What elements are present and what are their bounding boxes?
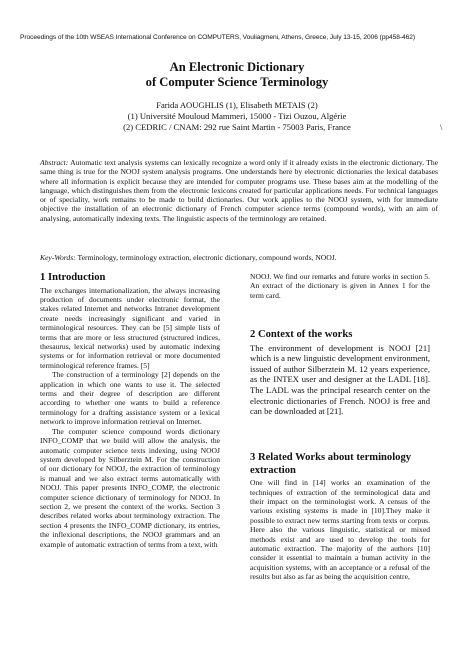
section-1-paragraph-1: The exchanges internationalization, the always increasing production of documents under electronic format, the stakes related Internet and networks Intranet development create needs increasingly significant and varied in terminological resources. They can be [5] simple lists of terms that are more or less structured (structured indices, thesaurus, lexical networks) used by automatic indexing systems or for information retrieval or more documented terminological reference frames. [5] bbox=[40, 285, 220, 370]
affiliation-1: (1) Université Mouloud Mammeri, 15000 - Tizi Ouzou, Algérie bbox=[127, 110, 347, 121]
keywords bbox=[40, 253, 438, 262]
author-names: Farida AOUGHLIS (1), Elisabeth METAIS (2) bbox=[156, 100, 318, 110]
section-3 bbox=[250, 452, 430, 582]
running-head: Proceedings of the 10th WSEAS International Conference on COMPUTERS, Vouliagmeni, Athens, Greece, July 13-15, 2006 (pp458-462) bbox=[20, 34, 416, 41]
author-block bbox=[0, 100, 474, 132]
affiliation-2: (2) CEDRIC / CNAM: 292 rue Saint Martin - 75003 Paris, France bbox=[123, 121, 351, 132]
keywords-text: Terminology, terminology extraction, electronic dictionary, compound words, NOOJ. bbox=[77, 253, 337, 262]
abstract bbox=[40, 158, 438, 223]
stray-backslash: \ bbox=[440, 122, 443, 132]
keywords-label: Key-Words: bbox=[40, 253, 76, 262]
section-1-continuation: NOOJ. We find our remarks and future works in section 5. An extract of the dictionary is given in Annex 1 for the term card. bbox=[250, 272, 430, 300]
section-3-heading: 3 Related Works about terminology extraction bbox=[250, 452, 412, 476]
abstract-text: Automatic text analysis systems can lexically recognize a word only if it already exists in the electronic dictionary. The same thing is true for the NOOJ system analysis programs. One understands here by electronic dictionaries the lexical databases where all information is explicit because they are intended for computer programs use. These bases aim at the modelling of the language, which distinguishes them from the electronic lexicons created for particular applications needs. For technical languages or of speciality, work remains to be made to build dictionaries. Our work applies to the NOOJ system, with for immediate objective the installation of an electronic dictionary of French computer science terms (compound words), with an aim of analysing, automatically indexing texts. The linguistic aspects of the terminology are retained. bbox=[40, 158, 438, 223]
paper-title bbox=[0, 60, 474, 89]
section-2-heading: 2 Context of the works bbox=[250, 329, 353, 340]
title-line-2: of Computer Science Terminology bbox=[145, 74, 329, 89]
left-column bbox=[40, 272, 220, 549]
section-2 bbox=[250, 329, 430, 417]
section-1-paragraph-3: The computer science compound words dictionary INFO_COMP that we build will allow the analysis, the automatic computer science texts indexing, using NOOJ system developed by Silberztein M. For the construction of our dictionary for NOOJ, the extraction of terminology is manual and we also extract terms automatically with NOOJ. This paper presents INFO_COMP, the electronic computer science dictionary of terminology for NOOJ. In section 2, we present the context of the works. Section 3 describes related works about terminology extraction. The section 4 presents the INFO_COMP dictionary, its entries, the inflexional descriptions, the NOOJ grammars and an example of automatic extraction of terms from a text, with bbox=[40, 426, 220, 549]
abstract-label: Abstract: bbox=[40, 158, 69, 167]
title-line-1: An Electronic Dictionary bbox=[169, 60, 305, 74]
section-2-paragraph-1: The environment of development is NOOJ [21] which is a new linguistic development environment, issued of author Silberztein M. 12 years experience, as the INTEX user and designer at the LADL [18]. The LADL was the principal research center on the electronic dictionaries of French. NOOJ is free and can be downloaded at [21]. bbox=[250, 342, 430, 417]
section-1-paragraph-2: The construction of a terminology [2] depends on the application in which one wants to use it. The selected terms and their degree of description are different according to whether one wants to build a reference terminology for a drafting assistance system or a lexical network to improve information retrieval on Internet. bbox=[40, 370, 220, 427]
section-3-paragraph-1: One will find in [14] works an examination of the techniques of extraction of the terminological data and their impact on the terminologist work. A census of the various existing systems is made in [10].They make it possible to extract new terms starting from texts or corpus. Here also the various linguistic, statistical or mixed methods exist and are used to develop the tools for automatic extraction. The majority of the authors [10] consider it essential to maintain a human activity in the acquisition systems, with an acceptance or a refusal of the results but also as far as being the acquisition centre, bbox=[250, 478, 430, 582]
right-column-continuation bbox=[250, 272, 430, 300]
section-1-heading: 1 Introduction bbox=[40, 272, 106, 283]
